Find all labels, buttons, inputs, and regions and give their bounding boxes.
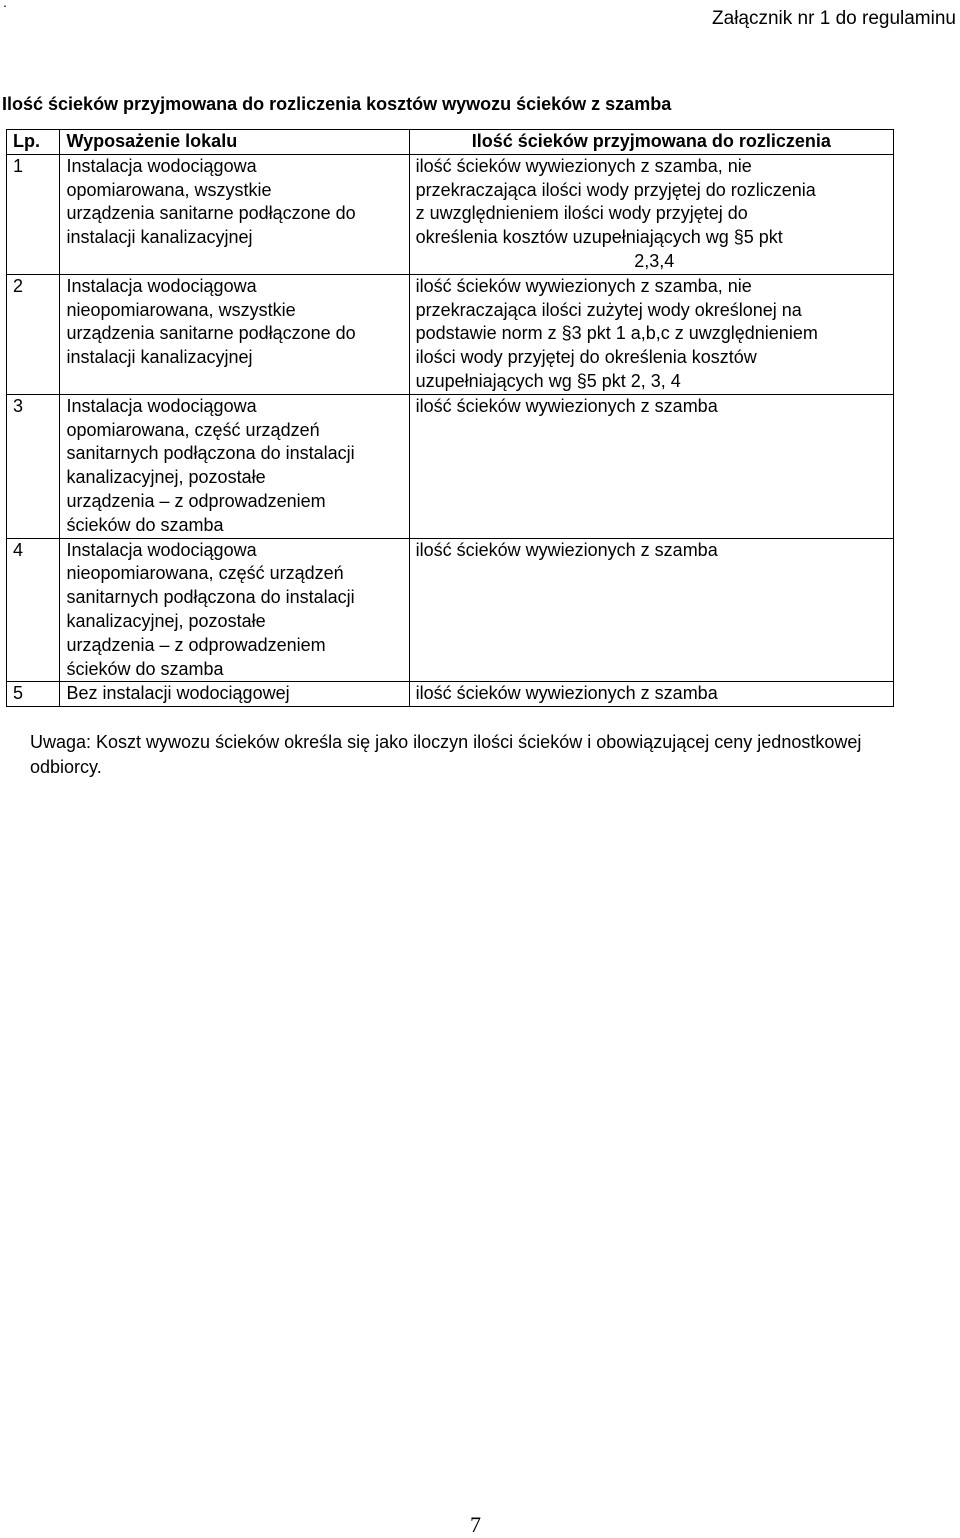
row-quantity <box>409 154 893 274</box>
note-text: Uwaga: Koszt wywozu ścieków określa się jako iloczyn ilości ścieków i obowiązującej ceny jednostkowej odbiorcy. <box>30 732 862 777</box>
row-lp: 2 <box>7 274 60 394</box>
quantity-line: podstawie norm z §3 pkt 1 a,b,c z uwzględnieniem <box>415 323 818 344</box>
quantity-line: uzupełniających wg §5 pkt 2, 3, 4 <box>415 370 681 391</box>
quantity-line: ilość ścieków wywiezionych z szamba, nie <box>415 155 752 176</box>
page-number: 7 <box>470 1512 481 1537</box>
annex-label: Załącznik nr 1 do regulaminu <box>712 8 956 29</box>
equipment-line: urządzenia – z odprowadzeniem <box>66 634 326 655</box>
equipment-line: urządzenia – z odprowadzeniem <box>66 490 326 511</box>
equipment-line: instalacji kanalizacyjnej <box>66 227 253 248</box>
row-lp: 1 <box>7 154 60 274</box>
table-row <box>7 538 894 682</box>
table-row <box>7 154 894 274</box>
row-quantity <box>409 394 893 538</box>
equipment-line: sanitarnych podłączona do instalacji <box>66 587 355 608</box>
equipment-line: ścieków do szamba <box>66 658 224 679</box>
equipment-line: Instalacja wodociągowa <box>66 539 257 560</box>
quantity-line: ilość ścieków wywiezionych z szamba, nie <box>415 275 752 296</box>
quantity-line: przekraczająca ilości zużytej wody określonej na <box>415 299 802 320</box>
table-header-row <box>7 130 894 155</box>
equipment-line: nieopomiarowana, część urządzeń <box>66 563 344 584</box>
row-lp: 5 <box>7 682 60 707</box>
document-title: Ilość ścieków przyjmowana do rozliczenia kosztów wywozu ścieków z szamba <box>2 94 672 114</box>
equipment-line: Instalacja wodociągowa <box>66 275 257 296</box>
table-row <box>7 274 894 394</box>
row-lp: 4 <box>7 538 60 682</box>
quantity-line: przekraczająca ilości wody przyjętej do rozliczenia <box>415 179 816 200</box>
equipment-line: ścieków do szamba <box>66 514 224 535</box>
row-quantity <box>409 682 893 707</box>
equipment-line: Instalacja wodociągowa <box>66 155 257 176</box>
row-lp: 3 <box>7 394 60 538</box>
equipment-line: sanitarnych podłączona do instalacji <box>66 443 355 464</box>
equipment-line: nieopomiarowana, wszystkie <box>66 299 296 320</box>
page-mark: . <box>3 0 7 10</box>
header-equipment: Wyposażenie lokalu <box>60 130 409 155</box>
row-equipment <box>60 538 409 682</box>
quantity-line: ilość ścieków wywiezionych z szamba <box>415 539 718 560</box>
equipment-line: instalacji kanalizacyjnej <box>66 347 253 368</box>
row-equipment <box>60 394 409 538</box>
equipment-line: urządzenia sanitarne podłączone do <box>66 323 356 344</box>
quantity-line: ilości wody przyjętej do określenia kosztów <box>415 347 757 368</box>
row-equipment <box>60 274 409 394</box>
equipment-line: Instalacja wodociągowa <box>66 395 257 416</box>
quantity-line: określenia kosztów uzupełniających wg §5 pkt <box>415 227 783 248</box>
row-quantity <box>409 274 893 394</box>
equipment-line: kanalizacyjnej, pozostałe <box>66 610 266 631</box>
header-quantity: Ilość ścieków przyjmowana do rozliczenia <box>409 130 893 155</box>
equipment-line: opomiarowana, część urządzeń <box>66 419 320 440</box>
sewage-table <box>6 129 894 707</box>
row-equipment <box>60 154 409 274</box>
row-quantity <box>409 538 893 682</box>
row-equipment <box>60 682 409 707</box>
equipment-line: kanalizacyjnej, pozostałe <box>66 467 266 488</box>
quantity-line: ilość ścieków wywiezionych z szamba <box>415 395 718 416</box>
equipment-line: opomiarowana, wszystkie <box>66 179 272 200</box>
quantity-line: z uwzględnieniem ilości wody przyjętej do <box>415 203 748 224</box>
quantity-line: ilość ścieków wywiezionych z szamba <box>415 683 718 704</box>
equipment-line: urządzenia sanitarne podłączone do <box>66 203 356 224</box>
table-row <box>7 394 894 538</box>
equipment-line: Bez instalacji wodociągowej <box>66 683 290 704</box>
quantity-line-centered: 2,3,4 <box>634 250 675 271</box>
table-row <box>7 682 894 707</box>
header-lp: Lp. <box>7 130 60 155</box>
